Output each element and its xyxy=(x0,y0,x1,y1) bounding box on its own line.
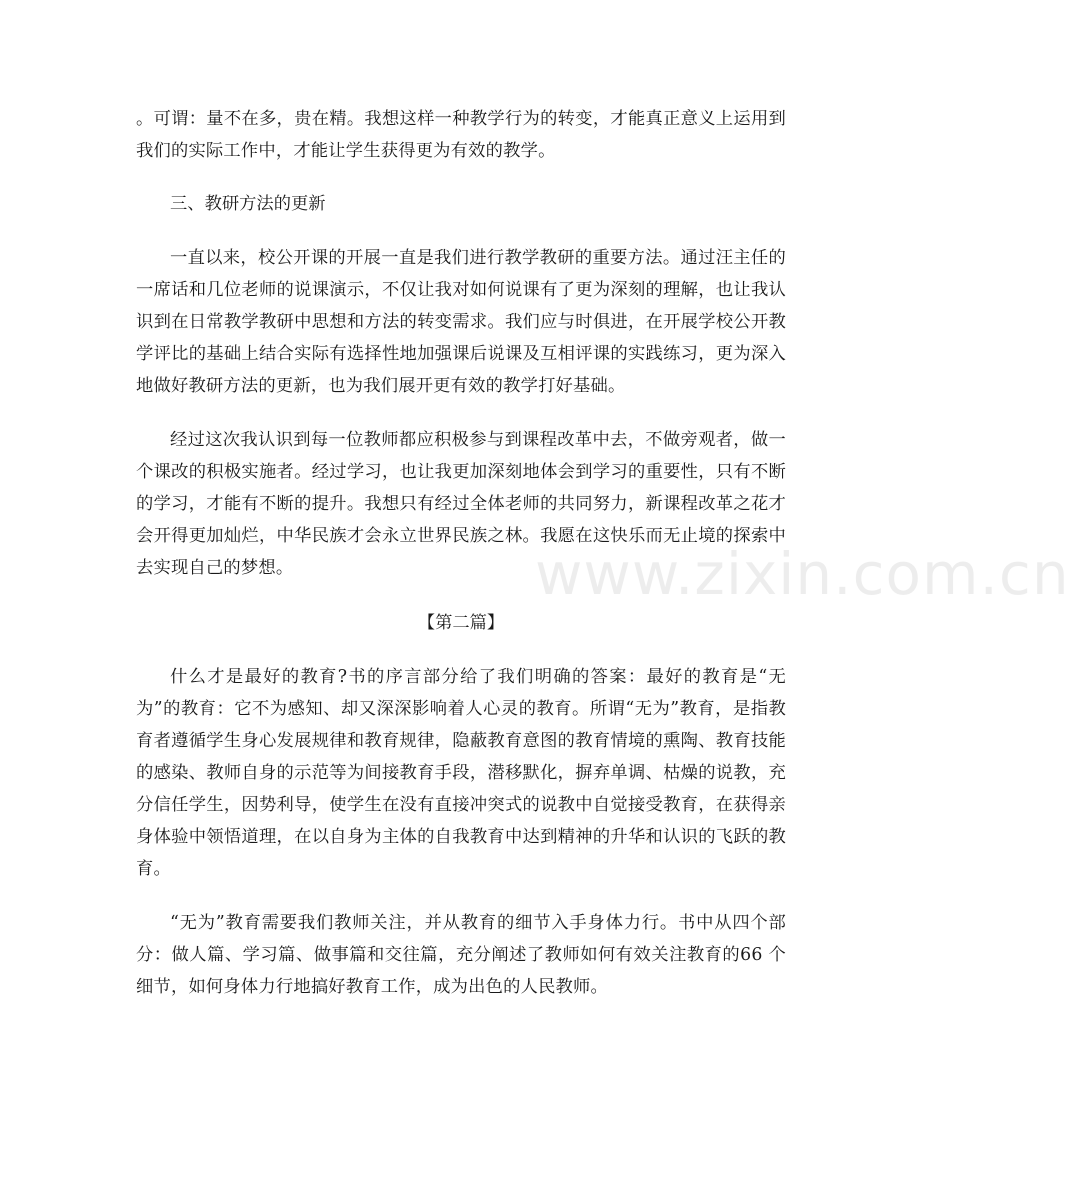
paragraph-reflection: 经过这次我认识到每一位教师都应积极参与到课程改革中去，不做旁观者，做一个课改的积极实施者。经过学习，也让我更加深刻地体会到学习的重要性，只有不断的学习，才能有不断的提升。我想只有经过全体老师的共同努力，新课程改革之花才会开得更加灿烂，中华民族才会永立世界民族之林。我愿在这快乐而无止境的探索中去实现自己的梦想。 xyxy=(136,430,786,578)
paragraph-wuwei-education: “无为”教育需要我们教师关注，并从教育的细节入手身体力行。书中从四个部分：做人篇、学习篇、做事篇和交往篇，充分阐述了教师如何有效关注教育的66 个细节，如何身体力行地搞好教育工作，成为出色的人民教师。 xyxy=(136,913,786,997)
paragraph-continuation: 。可谓：量不在多，贵在精。我想这样一种教学行为的转变，才能真正意义上运用到我们的实际工作中，才能让学生获得更为有效的教学。 xyxy=(136,109,786,161)
section-heading-3: 三、教研方法的更新 xyxy=(170,194,326,214)
paragraph-best-education: 什么才是最好的教育?书的序言部分给了我们明确的答案：最好的教育是“无为”的教育：它不为感知、却又深深影响着人心灵的教育。所谓“无为”教育，是指教育者遵循学生身心发展规律和教育规律，隐蔽教育意图的教育情境的熏陶、教育技能的感染、教师自身的示范等为间接教育手段，潜移默化，摒弃单调、枯燥的说教，充分信任学生，因势利导，使学生在没有直接冲突式的说教中自觉接受教育，在获得亲身体验中领悟道理，在以自身为主体的自我教育中达到精神的升华和认识的飞跃的教育。 xyxy=(136,667,786,879)
document-body xyxy=(136,103,786,1003)
watermark: www.zixin.com.cn xyxy=(535,540,1070,608)
chapter-title-part-two: 【第二篇】 xyxy=(417,613,505,633)
paragraph-research-methods: 一直以来，校公开课的开展一直是我们进行教学教研的重要方法。通过汪主任的一席话和几位老师的说课演示，不仅让我对如何说课有了更为深刻的理解，也让我认识到在日常教学教研中思想和方法的转变需求。我们应与时俱进，在开展学校公开教学评比的基础上结合实际有选择性地加强课后说课及互相评课的实践练习，更为深入地做好教研方法的更新，也为我们展开更有效的教学打好基础。 xyxy=(136,248,786,396)
